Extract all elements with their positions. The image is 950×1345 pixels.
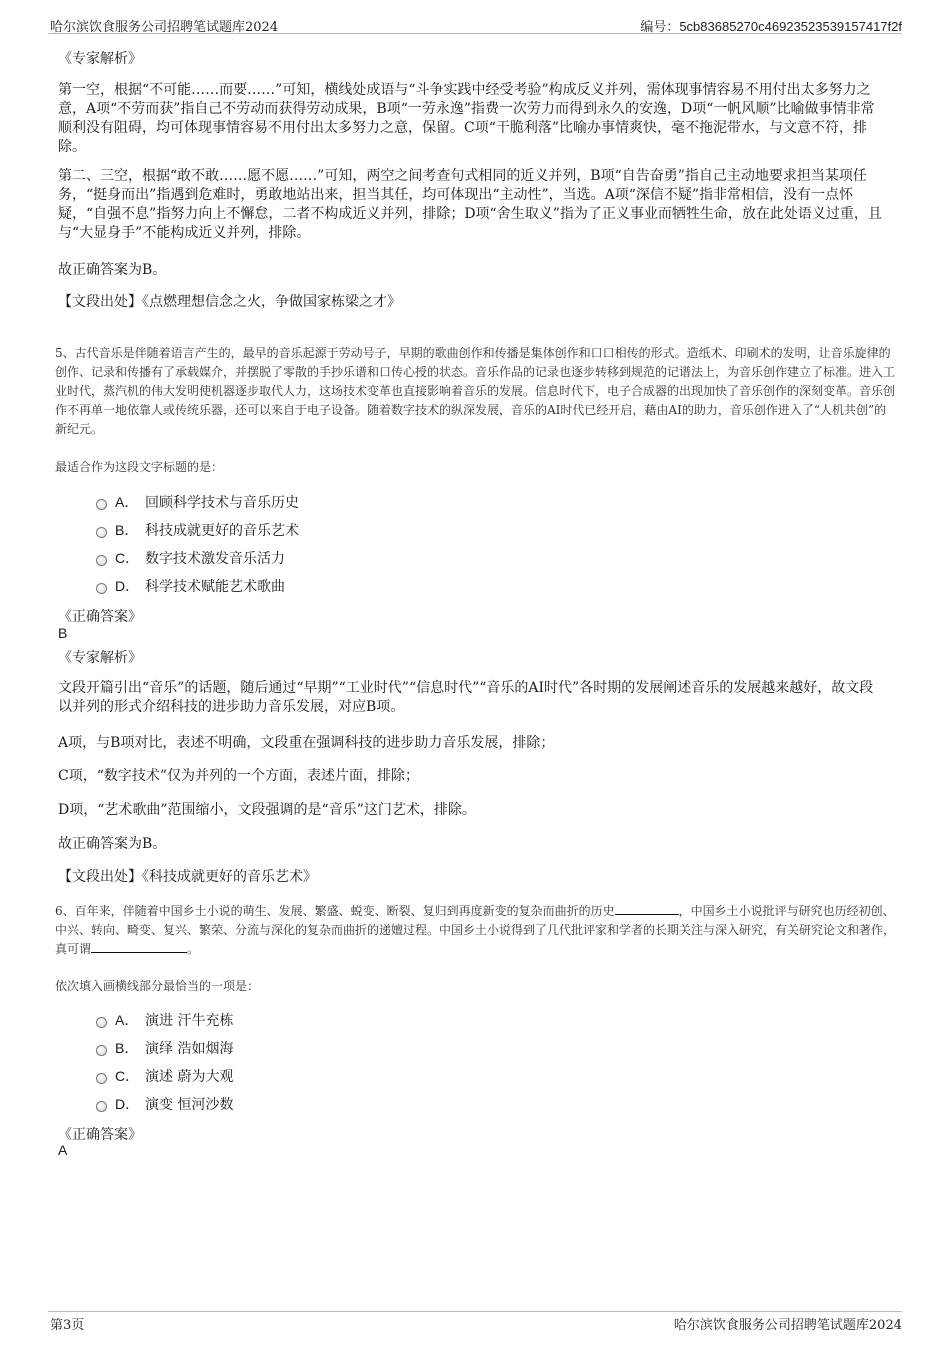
option-text: 科学技术赋能艺术歌曲 xyxy=(145,579,285,595)
q4-analysis-para2: 第二、三空，根据“敢不敢……愿不愿……”可知，两空之间考查句式相同的近义并列，B项“自告奋勇”指自己主动地要求担当某项任务，“挺身而出”指遇到危难时，勇敢地站出来，担当其任，均可体现出“主动性”，当选。A项“深信不疑”指非常相信，没有一点怀疑，“自强不息”指努力向上不懈怠，二者不构成近义并列，排除；D项“舍生取义”指为了正义事业而牺牲生命，放在此处语义过重，且与“大显身手”不能构成近义并列，排除。 xyxy=(58,168,882,241)
q6-passage-part1: 6、百年来，伴随着中国乡土小说的萌生、发展、繁盛、蜕变、断裂、复归到再度新变的复杂而曲折的历史 xyxy=(55,904,615,918)
q5-expert-label: 《专家解析》 xyxy=(58,650,142,666)
radio-icon[interactable] xyxy=(96,555,107,566)
q5-option-c[interactable] xyxy=(96,548,285,568)
q4-source: 【文段出处】《点燃理想信念之火，争做国家栋梁之才》 xyxy=(58,294,401,310)
q5-analysis-para4: D项，“艺术歌曲”范围缩小，文段强调的是“音乐”这门艺术，排除。 xyxy=(58,802,476,818)
radio-icon[interactable] xyxy=(96,499,107,510)
option-letter: B． xyxy=(115,1040,139,1056)
radio-icon[interactable] xyxy=(96,527,107,538)
option-letter: C． xyxy=(115,550,140,566)
q5-passage: 5、古代音乐是伴随着语言产生的，最早的音乐起源于劳动号子，早期的歌曲创作和传播是集体创作和口口相传的形式。造纸术、印刷术的发明，让音乐旋律的创作、记录和传播有了承载媒介，并摆脱了零散的手抄乐谱和口传心授的状态。音乐作品的记录也逐步转移到规范的记谱法上，为音乐创作建立了标准。进入工业时代，蒸汽机的伟大发明使机器逐步取代人力，这场技术变革也直接影响着音乐的发展。信息时代下，电子合成器的出现加快了音乐创作的深刻变革。音乐创作不再单一地依靠人或传统乐器，还可以来自于电子设备。随着数字技术的纵深发展，音乐的AI时代已经开启，藉由AI的助力，音乐创作进入了“人机共创”的新纪元。 xyxy=(55,346,896,436)
radio-icon[interactable] xyxy=(96,1073,107,1084)
option-text: 演绎 浩如烟海 xyxy=(145,1041,234,1057)
radio-icon[interactable] xyxy=(96,1101,107,1112)
header-divider xyxy=(48,33,902,34)
q5-analysis-para3: C项，“数字技术”仅为并列的一个方面，表述片面，排除； xyxy=(58,768,420,784)
q5-answer-label: 《正确答案》 xyxy=(58,609,142,625)
option-text: 演进 汗牛充栋 xyxy=(145,1013,234,1029)
option-letter: D． xyxy=(115,1096,140,1112)
radio-icon[interactable] xyxy=(96,1017,107,1028)
q6-option-a[interactable] xyxy=(96,1010,233,1030)
option-text: 数字技术激发音乐活力 xyxy=(145,551,285,567)
blank-line xyxy=(91,940,187,953)
option-text: 演变 恒河沙数 xyxy=(145,1097,234,1113)
q5-option-a[interactable] xyxy=(96,492,299,512)
option-text: 演述 蔚为大观 xyxy=(145,1069,234,1085)
option-letter: A． xyxy=(115,494,139,510)
q4-analysis-para1: 第一空，根据“不可能……而要……”可知，横线处成语与“斗争实践中经受考验”构成反义并列，需体现事情容易不用付出太多努力之意，A项“不劳而获”指自己不劳动而获得劳动成果，B项“一劳永逸”指费一次劳力而得到永久的安逸，D项“一帆风顺”比喻做事情非常顺利没有阻碍，均可体现事情容易不用付出太多努力之意，保留。C项“干脆利落”比喻办事情爽快，毫不拖泥带水，与文意不符，排除。 xyxy=(58,82,875,155)
q6-option-b[interactable] xyxy=(96,1038,233,1058)
q6-option-d[interactable] xyxy=(96,1094,233,1114)
option-text: 科技成就更好的音乐艺术 xyxy=(145,523,299,539)
q6-answer: A xyxy=(58,1142,68,1158)
q5-prompt: 最适合作为这段文字标题的是： xyxy=(55,460,224,474)
header-doc-number: 编号：5cb83685270c46923523539157417f2f xyxy=(640,19,902,34)
option-letter: C． xyxy=(115,1068,140,1084)
radio-icon[interactable] xyxy=(96,583,107,594)
q6-passage xyxy=(55,902,895,959)
q5-option-b[interactable] xyxy=(96,520,299,540)
option-text: 回顾科学技术与音乐历史 xyxy=(145,495,299,511)
q6-passage-part3: 。 xyxy=(187,942,200,956)
q4-conclusion: 故正确答案为B。 xyxy=(58,262,167,278)
q5-answer: B xyxy=(58,625,68,641)
q5-conclusion: 故正确答案为B。 xyxy=(58,836,167,852)
q5-analysis-para1: 文段开篇引出“音乐”的话题，随后通过“早期”“工业时代”“信息时代”“音乐的AI时代”各时期的发展阐述音乐的发展越来越好，故文段以并列的形式介绍科技的进步助力音乐发展，对应B项。 xyxy=(58,680,874,715)
option-letter: B． xyxy=(115,522,139,538)
blank-line xyxy=(615,902,679,915)
q6-option-c[interactable] xyxy=(96,1066,233,1086)
footer-divider xyxy=(48,1311,902,1312)
q5-analysis-para2: A项，与B项对比，表述不明确，文段重在强调科技的进步助力音乐发展，排除； xyxy=(58,735,555,751)
q5-option-d[interactable] xyxy=(96,576,285,596)
footer-page-number: 第3页 xyxy=(50,1318,85,1333)
q6-prompt: 依次填入画横线部分最恰当的一项是： xyxy=(55,979,260,993)
q6-passage-part2: ，中国乡土小说批评与研究也历经初创、中兴、转向、畸变、复兴、繁荣、分流与深化的复杂而曲折的递嬗过程。中国乡土小说得到了几代批评家和学者的长期关注与深入研究，有关研究论文和著作，真可谓 xyxy=(55,904,896,956)
radio-icon[interactable] xyxy=(96,1045,107,1056)
q5-source: 【文段出处】《科技成就更好的音乐艺术》 xyxy=(58,869,317,885)
header-title: 哈尔滨饮食服务公司招聘笔试题库2024 xyxy=(50,20,279,35)
footer-title: 哈尔滨饮食服务公司招聘笔试题库2024 xyxy=(673,1318,902,1333)
q4-expert-label: 《专家解析》 xyxy=(58,51,142,67)
q6-answer-label: 《正确答案》 xyxy=(58,1127,142,1143)
option-letter: D． xyxy=(115,578,140,594)
option-letter: A． xyxy=(115,1012,139,1028)
